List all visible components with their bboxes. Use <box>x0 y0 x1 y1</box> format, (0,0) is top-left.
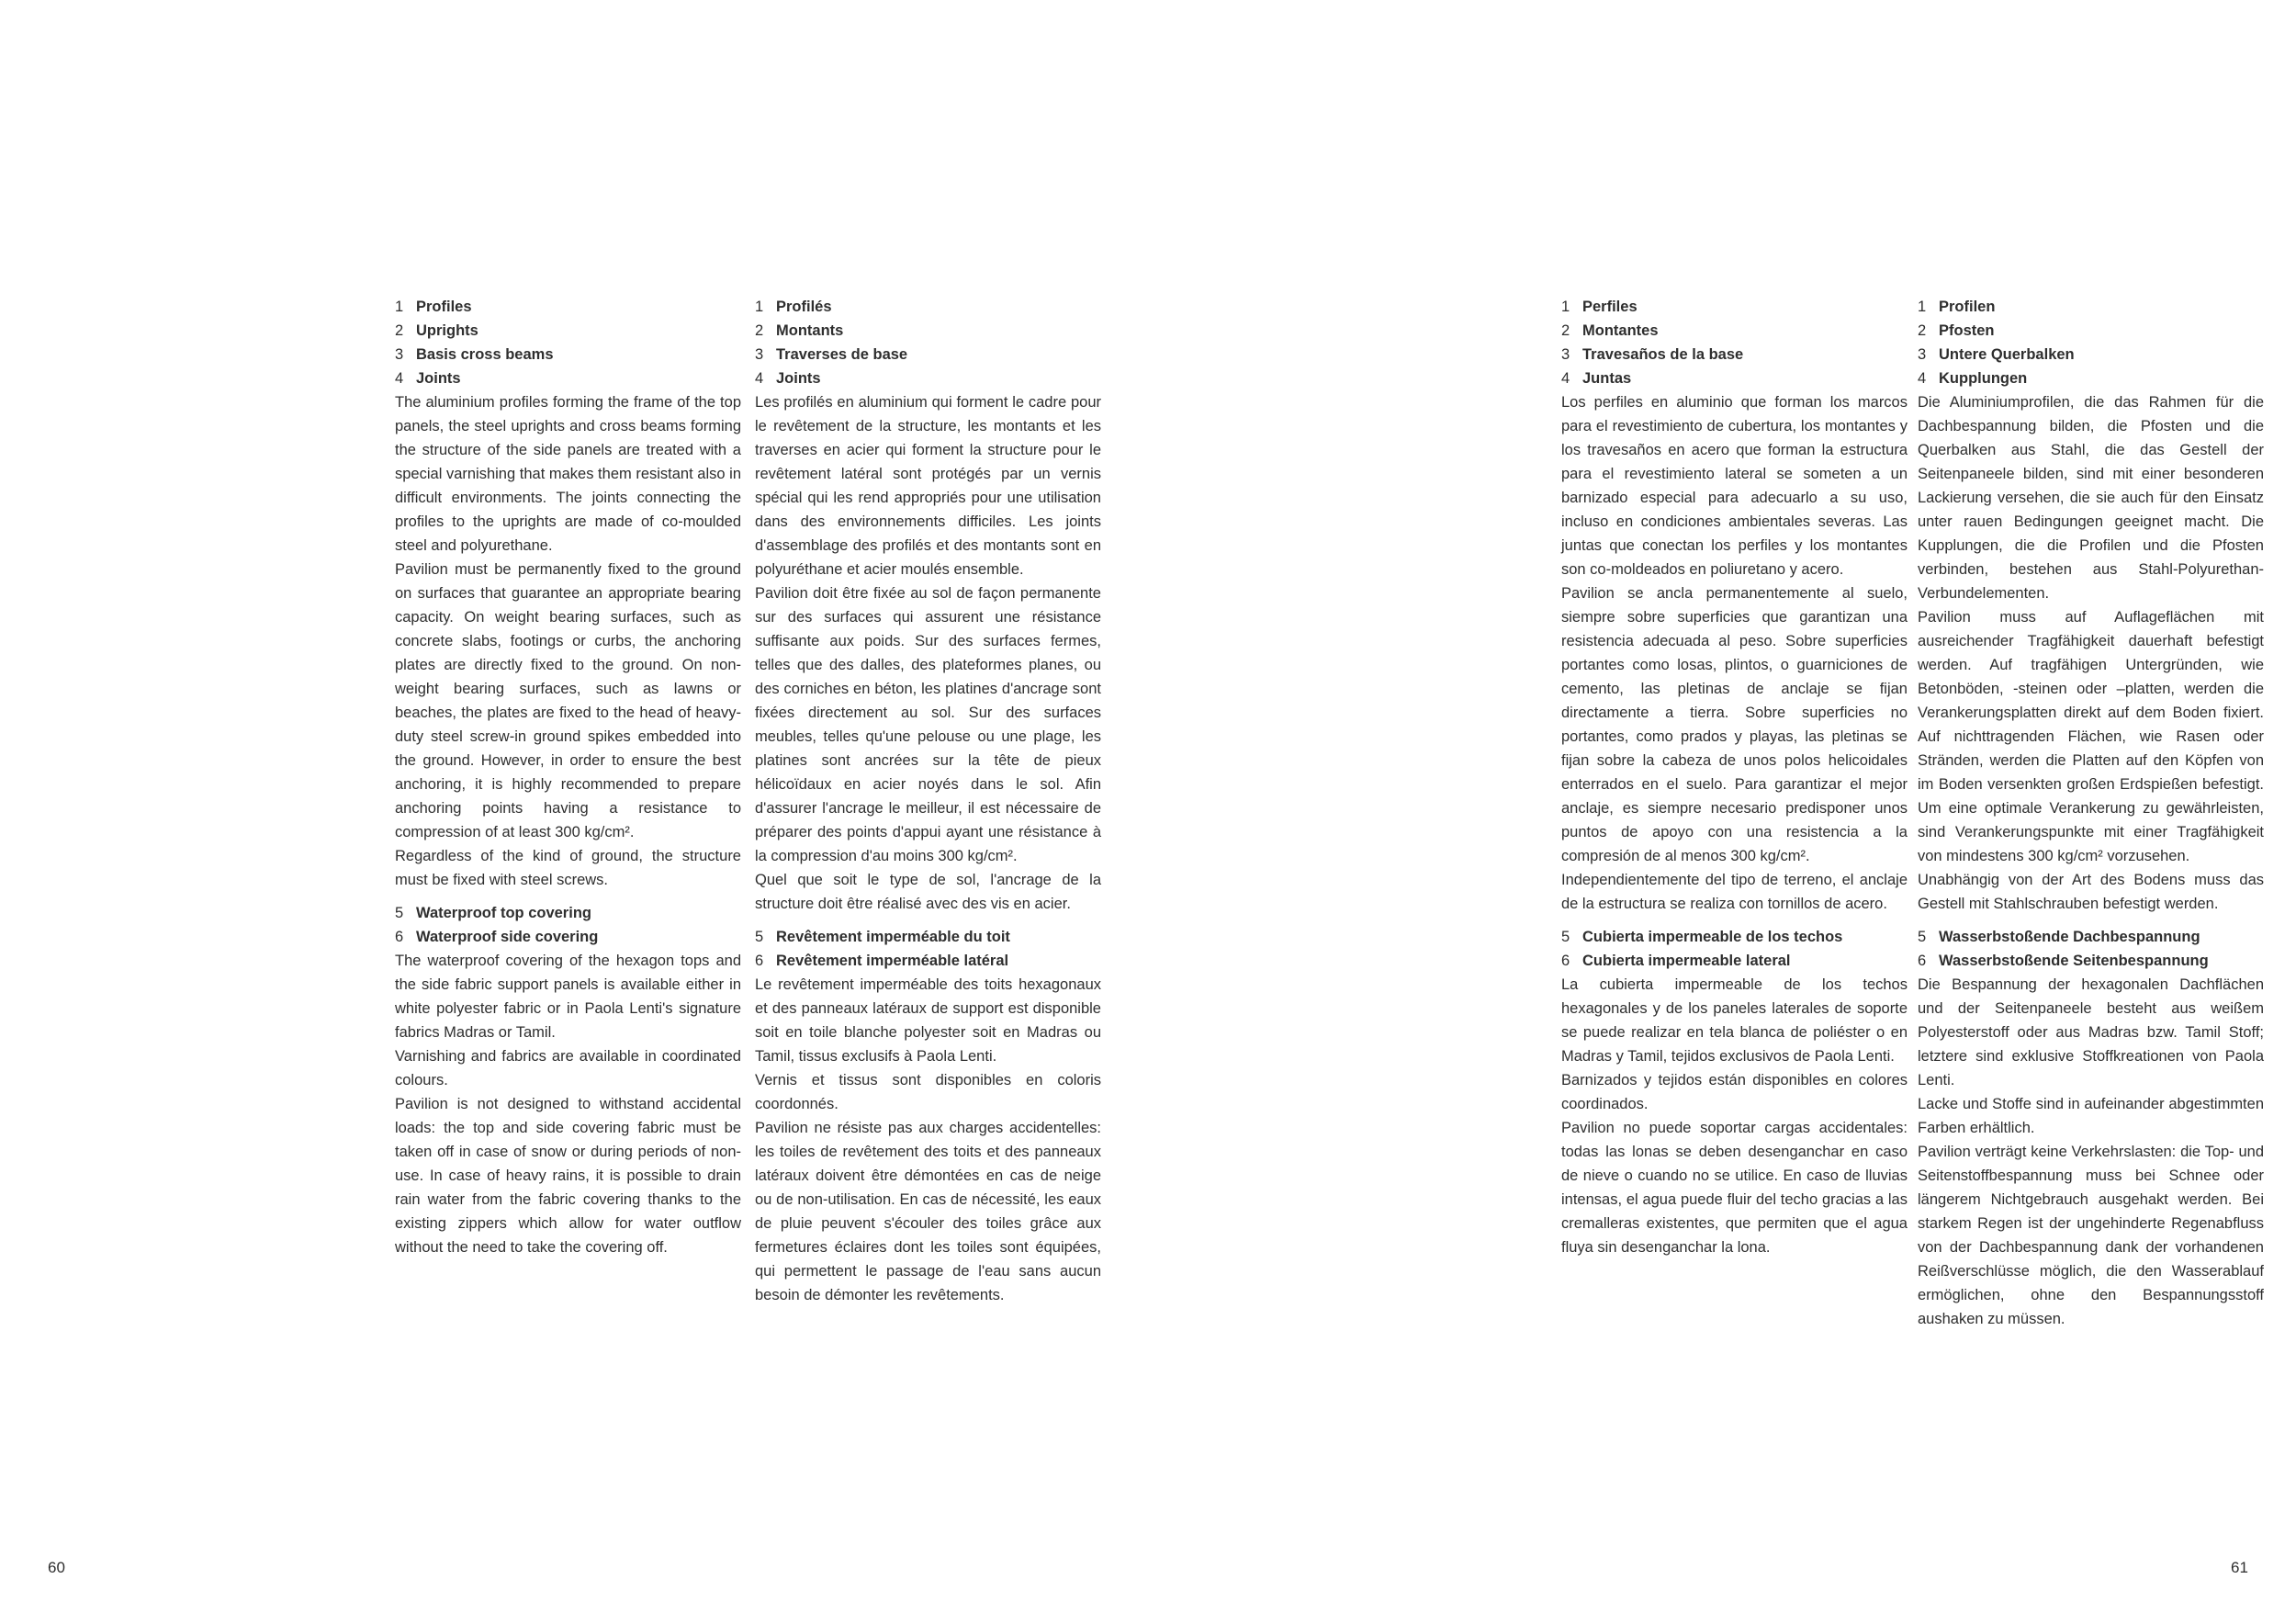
list-item <box>1918 925 2264 949</box>
list-item-number: 1 <box>1918 299 1927 315</box>
body-paragraph: Varnishing and fabrics are available in coordinated colours. <box>395 1048 741 1088</box>
list-item-number: 5 <box>395 905 404 921</box>
list-item <box>755 343 1101 367</box>
list-item <box>395 367 741 390</box>
text-column-spanish <box>1561 295 1908 1259</box>
list-item <box>1918 949 2264 973</box>
list-item <box>1918 367 2264 390</box>
list-item-label: Profilen <box>1939 299 1996 315</box>
list-item-number: 2 <box>395 322 404 339</box>
list-item <box>1561 925 1908 949</box>
list-item-number: 6 <box>1561 953 1570 969</box>
body-paragraph: Independientemente del tipo de terreno, el anclaje de la estructura se realiza con tornillos de acero. <box>1561 872 1908 912</box>
list-item-number: 4 <box>1561 370 1570 387</box>
list-item-label: Montantes <box>1582 322 1659 339</box>
list-item <box>1561 367 1908 390</box>
body-paragraph: Quel que soit le type de sol, l'ancrage de la structure doit être réalisé avec des vis en acier. <box>755 872 1101 912</box>
text-column-english <box>395 295 741 1259</box>
body-paragraph: Le revêtement imperméable des toits hexagonaux et des panneaux latéraux de support est disponible soit en toile blanche polyester soit en Madras ou Tamil, tissus exclusifs à Paola Lenti. <box>755 976 1101 1065</box>
list-item-number: 2 <box>755 322 764 339</box>
body-paragraph: Pavilion doit être fixée au sol de façon permanente sur des surfaces qui assurent une résistance suffisante aux poids. Sur des surfaces fermes, telles que des dalles, des plateformes planes, ou des corniches en béton, les platines d'ancrage sont fixées directement au sol. Sur des surfaces meubles, telles qu'une pelouse ou une plage, les platines sont ancrées sur la tête de pieux hélicoïdaux en acier noyés dans le sol. Afin d'assurer l'ancrage le meilleur, il est nécessaire de préparer des points d'appui ayant une résistance à la compression d'au moins 300 kg/cm². <box>755 585 1101 864</box>
numbered-list-coverings <box>1918 925 2264 973</box>
list-item <box>755 949 1101 973</box>
numbered-list-coverings <box>755 925 1101 973</box>
list-item-label: Profilés <box>776 299 832 315</box>
list-item-label: Juntas <box>1582 370 1632 387</box>
list-item-number: 4 <box>395 370 404 387</box>
list-item-number: 3 <box>1561 346 1570 363</box>
page-number-right: 61 <box>2231 1559 2248 1576</box>
body-paragraph: Die Aluminiumprofilen, die das Rahmen für die Dachbespannung bilden, die Pfosten und die Querbalken aus Stahl, die das Gestell der Seitenpaneele bilden, sind mit einer besonderen Lackierung versehen, die sie auch für den Einsatz unter rauen Bedingungen geeignet macht. Die Kupplungen, die die Profilen und die Pfosten verbinden, bestehen aus Stahl-Polyurethan-Verbundelementen. <box>1918 394 2264 602</box>
numbered-list-structure <box>755 295 1101 390</box>
list-item <box>1561 319 1908 343</box>
body-paragraph: Pavilion verträgt keine Verkehrslasten: die Top- und Seitenstoffbespannung muss bei Schnee oder längerem Nichtgebrauch ausgehakt werden. Bei starkem Regen ist der ungehinderte Regenabfluss von der Dachbespannung dank der vorhandenen Reißverschlüsse möglich, die den Wasserablauf ermöglichen, ohne den Bespannungsstoff aushaken zu müssen. <box>1918 1144 2264 1327</box>
list-item-number: 6 <box>1918 953 1927 969</box>
numbered-list-coverings <box>1561 925 1908 973</box>
body-paragraph: Pavilion ne résiste pas aux charges accidentelles: les toiles de revêtement des toits et des panneaux latéraux doivent être démontées en cas de neige ou de non-utilisation. En cas de nécessité, les eaux de pluie peuvent s'écouler des toiles grâce aux fermetures éclaires dont les toiles sont équipées, qui permettent le passage de l'eau sans aucun besoin de démonter les revêtements. <box>755 1120 1101 1303</box>
list-item-number: 5 <box>1918 929 1927 945</box>
list-item <box>755 925 1101 949</box>
list-item-number: 2 <box>1561 322 1570 339</box>
list-item <box>755 367 1101 390</box>
list-item-number: 3 <box>1918 346 1927 363</box>
body-paragraph: The aluminium profiles forming the frame of the top panels, the steel uprights and cross beams forming the structure of the side panels are treated with a special varnishing that makes them resistant also in difficult environments. The joints connecting the profiles to the uprights are made of co-moulded steel and polyurethane. <box>395 394 741 554</box>
list-item-label: Wasserbstoßende Seitenbespannung <box>1939 953 2209 969</box>
list-item-label: Waterproof side covering <box>416 929 599 945</box>
body-paragraph: Pavilion muss auf Auflageflächen mit ausreichender Tragfähigkeit dauerhaft befestigt werden. Auf tragfähigen Untergründen, wie Betonböden, -steinen oder –platten, werden die Verankerungsplatten direkt auf dem Boden fixiert. Auf nichttragenden Flächen, wie Rasen oder Stränden, werden die Platten auf den Köpfen von im Boden versenkten großen Erdspießen befestigt. Um eine optimale Verankerung zu gewährleisten, sind Verankerungspunkte mit einer Tragfähigkeit von mindestens 300 kg/cm² vorzusehen. <box>1918 609 2264 864</box>
list-item-label: Untere Querbalken <box>1939 346 2075 363</box>
list-item <box>755 295 1101 319</box>
list-item-label: Revêtement imperméable du toit <box>776 929 1010 945</box>
text-column-french <box>755 295 1101 1307</box>
numbered-list-structure <box>1561 295 1908 390</box>
list-item <box>395 925 741 949</box>
list-item <box>395 319 741 343</box>
list-item-label: Waterproof top covering <box>416 905 591 921</box>
numbered-list-structure <box>395 295 741 390</box>
body-paragraph: La cubierta impermeable de los techos hexagonales y de los paneles laterales de soporte se puede realizar en tela blanca de poliéster o en Madras y Tamil, tejidos exclusivos de Paola Lenti. <box>1561 976 1908 1065</box>
list-item-label: Pfosten <box>1939 322 1995 339</box>
list-item-label: Profiles <box>416 299 472 315</box>
list-item-label: Wasserbstoßende Dachbespannung <box>1939 929 2200 945</box>
body-paragraph: Pavilion must be permanently fixed to the ground on surfaces that guarantee an appropriate bearing capacity. On weight bearing surfaces, such as concrete slabs, footings or curbs, the anchoring plates are directly fixed to the ground. On non-weight bearing surfaces, such as lawns or beaches, the plates are fixed to the head of heavy-duty steel screw-in ground spikes embedded into the ground. However, in order to ensure the best anchoring, it is highly recommended to prepare anchoring points having a resistance to compression of at least 300 kg/cm². <box>395 561 741 840</box>
numbered-list-coverings <box>395 901 741 949</box>
list-item <box>1561 343 1908 367</box>
list-item <box>1918 319 2264 343</box>
page-number-left: 60 <box>48 1559 65 1576</box>
list-item-number: 4 <box>755 370 764 387</box>
list-item-label: Joints <box>416 370 461 387</box>
list-item <box>1918 295 2264 319</box>
body-paragraph: Los perfiles en aluminio que forman los marcos para el revestimiento de cubertura, los montantes y los travesaños en acero que forman la estructura para el revestimiento lateral se someten a un barnizado especial para adecuarlo a su uso, incluso en condiciones ambientales severas. Las juntas que conectan los perfiles y los montantes son co-moldeados en poliuretano y acero. <box>1561 394 1908 578</box>
body-paragraph: Lacke und Stoffe sind in aufeinander abgestimmten Farben erhältlich. <box>1918 1096 2264 1136</box>
text-column-german <box>1918 295 2264 1331</box>
list-item-number: 1 <box>395 299 404 315</box>
body-paragraph: Pavilion no puede soportar cargas accidentales: todas las lonas se deben desenganchar en caso de nieve o cuando no se utilice. En caso de lluvias intensas, el agua puede fluir del techo gracias a las cremalleras existentes, que permiten que el agua fluya sin desenganchar la lona. <box>1561 1120 1908 1256</box>
body-paragraph: Pavilion is not designed to withstand accidental loads: the top and side covering fabric must be taken off in case of snow or during periods of non-use. In case of heavy rains, it is possible to drain rain water from the fabric covering thanks to the existing zippers which allow for water outflow without the need to take the covering off. <box>395 1096 741 1256</box>
list-item-number: 1 <box>755 299 764 315</box>
body-paragraph: Die Bespannung der hexagonalen Dachflächen und der Seitenpaneele besteht aus weißem Polyesterstoff oder aus Madras bzw. Tamil Stoff; letztere sind exklusive Stoffkreationen von Paola Lenti. <box>1918 976 2264 1088</box>
list-item-number: 4 <box>1918 370 1927 387</box>
list-item <box>395 343 741 367</box>
list-item <box>395 295 741 319</box>
list-item-label: Kupplungen <box>1939 370 2028 387</box>
body-paragraph: Les profilés en aluminium qui forment le cadre pour le revêtement de la structure, les montants et les traverses en acier qui forment la structure pour le revêtement latéral sont protégés par un vernis spécial qui les rend appropriés pour une utilisation dans des environnements difficiles. Les joints d'assemblage des profilés et des montants sont en polyuréthane et acier moulés ensemble. <box>755 394 1101 578</box>
list-item-label: Travesaños de la base <box>1582 346 1744 363</box>
list-item-number: 5 <box>1561 929 1570 945</box>
list-item-number: 3 <box>395 346 404 363</box>
list-item <box>1561 949 1908 973</box>
list-item <box>1918 343 2264 367</box>
list-item-number: 3 <box>755 346 764 363</box>
body-paragraph: Regardless of the kind of ground, the structure must be fixed with steel screws. <box>395 848 741 888</box>
list-item-label: Revêtement imperméable latéral <box>776 953 1009 969</box>
list-item <box>755 319 1101 343</box>
list-item-label: Perfiles <box>1582 299 1638 315</box>
list-item <box>395 901 741 925</box>
list-item-number: 6 <box>395 929 404 945</box>
list-item-label: Cubierta impermeable de los techos <box>1582 929 1843 945</box>
list-item-label: Traverses de base <box>776 346 908 363</box>
list-item-label: Cubierta impermeable lateral <box>1582 953 1791 969</box>
body-paragraph: Barnizados y tejidos están disponibles en colores coordinados. <box>1561 1072 1908 1112</box>
body-paragraph: The waterproof covering of the hexagon tops and the side fabric support panels is available either in white polyester fabric or in Paola Lenti's signature fabrics Madras or Tamil. <box>395 953 741 1041</box>
body-paragraph: Pavilion se ancla permanentemente al suelo, siempre sobre superficies que garantizan una resistencia adecuada al peso. Sobre superficies portantes como losas, plintos, o guarniciones de cemento, las pletinas de anclaje se fijan directamente a tierra. Sobre superficies no portantes, como prados y playas, las pletinas se fijan sobre la cabeza de unos polos helicoidales enterrados en el suelo. Para garantizar el mejor anclaje, es siempre necesario predisponer unos puntos de apoyo con una resistencia a la compresión de al menos 300 kg/cm². <box>1561 585 1908 864</box>
list-item <box>1561 295 1908 319</box>
body-paragraph: Vernis et tissus sont disponibles en coloris coordonnés. <box>755 1072 1101 1112</box>
list-item-number: 5 <box>755 929 764 945</box>
list-item-label: Montants <box>776 322 844 339</box>
list-item-label: Joints <box>776 370 821 387</box>
list-item-label: Uprights <box>416 322 478 339</box>
list-item-label: Basis cross beams <box>416 346 554 363</box>
body-paragraph: Unabhängig von der Art des Bodens muss das Gestell mit Stahlschrauben befestigt werden. <box>1918 872 2264 912</box>
list-item-number: 2 <box>1918 322 1927 339</box>
numbered-list-structure <box>1918 295 2264 390</box>
list-item-number: 1 <box>1561 299 1570 315</box>
list-item-number: 6 <box>755 953 764 969</box>
